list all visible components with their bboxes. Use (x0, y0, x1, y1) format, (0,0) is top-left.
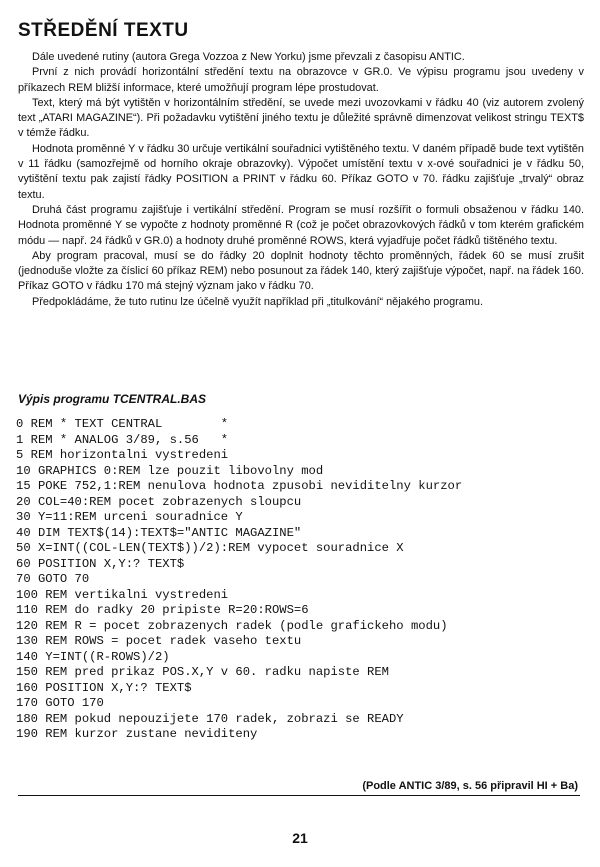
code-line: 40 DIM TEXT$(14):TEXT$="ANTIC MAGAZINE" (16, 525, 302, 540)
paragraph-3: Text, který má být vytištěn v horizontálním středění, se uvede mezi uvozovkami v řádku 40 (viz autorem zvolený text „ATARI MAGAZINE“). Při požadavku vytištění jiného textu je důležité správně dimenzovat velikost stringu TEXT$ v témže řádku. (18, 96, 584, 140)
paragraph-2: První z nich provádí horizontální středění textu na obrazovce v GR.0. Ve výpisu programu jsou uvedeny v příkazech REM bližší informace, které umožňují program lépe prostudovat. (18, 66, 584, 94)
code-line: 180 REM pokud nepouzijete 170 radek, zobrazi se READY (16, 711, 404, 726)
code-line: 5 REM horizontalni vystredeni (16, 448, 229, 462)
paragraph-6: Aby program pracoval, musí se do řádky 20 doplnit hodnoty těchto proměnných, řádek 60 se musí zrušit (jednoduše vložte za číslicí 60 příkaz REM) nebo posunout za řádek 140, který zajišťuje výpočet, např. na řádek 160. Příkaz GOTO v řádku 170 má stejný význam jako v řádku 70. (18, 249, 584, 293)
code-line: 110 REM do radky 20 pripiste R=20:ROWS=6 (16, 603, 309, 617)
code-line: 1 REM * ANALOG 3/89, s.56 * (16, 432, 229, 447)
code-line: 0 REM * TEXT CENTRAL * (16, 417, 229, 431)
code-line: 60 POSITION X,Y:? TEXT$ (16, 556, 185, 571)
code-line: 10 GRAPHICS 0:REM lze pouzit libovolny mod (16, 463, 324, 478)
paragraph-7: Předpokládáme, že tuto rutinu lze účelně využít například při „titulkování“ nějakého programu. (32, 295, 483, 308)
code-line: 20 COL=40:REM pocet zobrazenych sloupcu (16, 494, 302, 509)
code-line: 120 REM R = pocet zobrazenych radek (podle grafickeho modu) (16, 618, 448, 633)
listing-heading: Výpis programu TCENTRAL.BAS (18, 392, 207, 406)
code-line: 50 X=INT((COL-LEN(TEXT$))/2):REM vypocet souradnice X (16, 541, 404, 555)
paragraph-5: Druhá část programu zajišťuje i vertikální středění. Program se musí rozšířit o formuli obsaženou v řádku 140. Hodnota proměnné Y se vypočte z hodnoty proměnné R (což je počet obrazovkových řádků v tom kterém grafickém módu — např. 24 řádků v GR.0) a hodnoty druhé proměnné ROWS, která vyjadřuje počet řádků tištěného textu. (18, 203, 584, 247)
code-line: 160 POSITION X,Y:? TEXT$ (16, 680, 192, 695)
code-line: 190 REM kurzor zustane neviditeny (16, 727, 258, 741)
article-body (18, 50, 584, 310)
code-line: 15 POKE 752,1:REM nenulova hodnota zpusobi neviditelny kurzor (16, 479, 463, 493)
code-line: 170 GOTO 170 (16, 696, 104, 710)
code-line: 30 Y=11:REM urceni souradnice Y (16, 510, 243, 524)
code-line: 150 REM pred prikaz POS.X,Y v 60. radku napiste REM (16, 665, 389, 679)
code-line: 70 GOTO 70 (16, 572, 90, 586)
page-number: 21 (292, 830, 308, 846)
paragraph-1: Dále uvedené rutiny (autora Grega Vozzoa z New Yorku) jsme převzali z časopisu ANTIC. (32, 51, 465, 63)
code-line: 140 Y=INT((R-ROWS)/2) (16, 649, 170, 664)
code-line: 130 REM ROWS = pocet radek vaseho textu (16, 634, 302, 648)
article-title: STŘEDĚNÍ TEXTU (18, 20, 189, 41)
footer-divider (18, 795, 580, 796)
paragraph-4: Hodnota proměnné Y v řádku 30 určuje vertikální souřadnici vytištěného textu. V daném případě bude text vytištěn v 11 řádku (samozřejmě od horního okraje obrazovky). Výpočet umístění textu v x-ové souřadnici je v řádku 50, vytištění textu pak zajistí řádky POSITION a PRINT v řádku 60. Příkaz GOTO v 70. řádku zajišťuje „trvalý“ obraz textu. (18, 142, 584, 201)
code-line: 100 REM vertikalni vystredeni (16, 587, 229, 602)
source-credit: (Podle ANTIC 3/89, s. 56 připravil HI + Ba) (362, 780, 578, 792)
code-listing (16, 417, 591, 743)
